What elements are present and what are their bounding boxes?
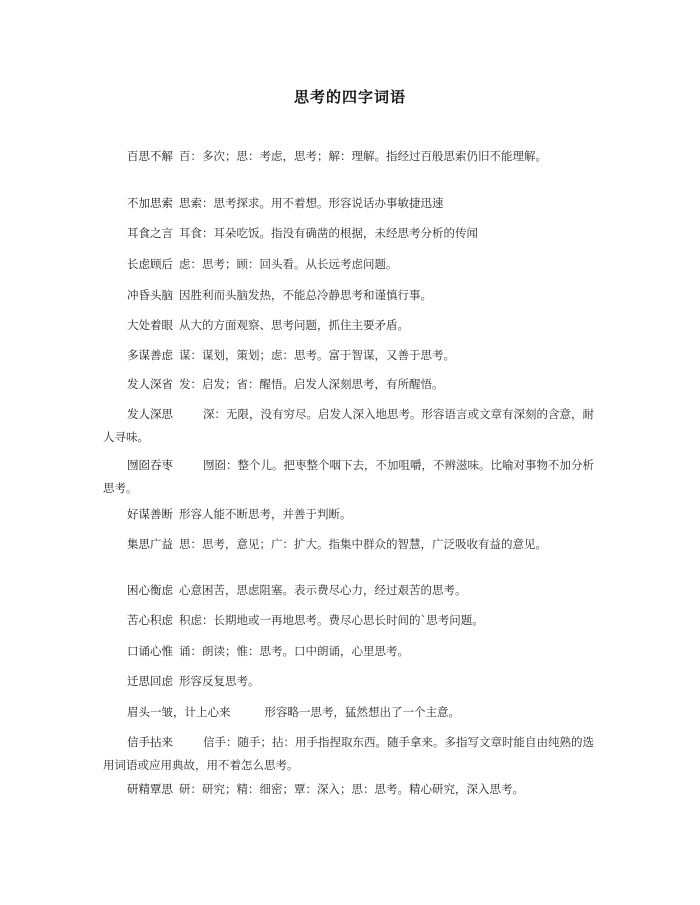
- idiom-definition: 因胜利而头脑发热，不能总冷静思考和谨慎行事。: [179, 288, 432, 302]
- idiom-definition: 思索：思考探求。用不着想。形容说话办事敏捷迅速: [179, 196, 444, 210]
- idiom-term: 耳食之言: [127, 226, 173, 240]
- idiom-term: 冲昏头脑: [127, 288, 173, 302]
- idiom-definition: 深：无限，没有穷尽。启发人深入地思考。形容语言或文章有深刻的含意，耐人寻味。: [103, 407, 594, 444]
- list-item: [103, 533, 603, 556]
- list-item: [103, 640, 603, 663]
- idiom-definition: 从大的方面观察、思考问题，抓住主要矛盾。: [179, 318, 409, 332]
- list-item: [103, 344, 603, 367]
- list-item: [103, 253, 603, 276]
- list-item: [103, 579, 603, 602]
- idiom-definition: 耳食：耳朵吃饭。指没有确凿的根据，未经思考分析的传闻: [179, 226, 478, 240]
- idiom-term: 百思不解: [127, 149, 173, 163]
- idiom-term: 不加思索: [127, 196, 173, 210]
- idiom-term: 集思广益: [127, 537, 173, 551]
- idiom-definition: 形容反复思考。: [179, 674, 260, 688]
- idiom-term: 大处着眼: [127, 318, 173, 332]
- idiom-term: 口诵心惟: [127, 644, 173, 658]
- list-item: [103, 192, 603, 215]
- idiom-definition: 发：启发；省：醒悟。启发人深刻思考，有所醒悟。: [179, 377, 444, 391]
- list-item: [103, 701, 603, 724]
- idiom-definition: 百：多次；思：考虑，思考；解：理解。指经过百般思索仍旧不能理解。: [179, 149, 547, 163]
- list-item: [103, 145, 603, 168]
- idiom-term: 迁思回虑: [127, 674, 173, 688]
- idiom-term: 好谋善断: [127, 507, 173, 521]
- idiom-term: 多谋善虑: [127, 348, 173, 362]
- idiom-term: 困心衡虑: [127, 583, 173, 597]
- list-item: [103, 778, 603, 801]
- idiom-term: 发人深省: [127, 377, 173, 391]
- list-item: [103, 731, 603, 777]
- idiom-definition: 积虑：长期地或一再地思考。费尽心思长时间的`思考问题。: [179, 613, 484, 627]
- idiom-term: 眉头一皱，计上心来: [127, 705, 231, 719]
- idiom-definition: 虑：思考；顾：回头看。从长远考虑问题。: [179, 257, 398, 271]
- page-title: 思考的四字词语: [293, 88, 406, 106]
- list-item: [103, 284, 603, 307]
- idiom-term: 信手拈来: [127, 735, 173, 749]
- idiom-definition: 形容略一思考，猛然想出了一个主意。: [264, 705, 460, 719]
- idiom-term: 研精覃思: [127, 782, 173, 796]
- idiom-definition: 信手：随手；拈：用手指捏取东西。随手拿来。多指写文章时能自由纯熟的选用词语或应用典故，用不着怎么思考。: [103, 735, 594, 772]
- list-item: [103, 314, 603, 337]
- idiom-definition: 形容人能不断思考，并善于判断。: [179, 507, 352, 521]
- idiom-definition: 诵：朗读；惟：思考。口中朗诵，心里思考。: [179, 644, 409, 658]
- idiom-term: 发人深思: [127, 407, 173, 421]
- list-item: [103, 503, 603, 526]
- idiom-term: 囫囵吞枣: [127, 458, 173, 472]
- idiom-term: 苦心积虑: [127, 613, 173, 627]
- list-item: [103, 373, 603, 396]
- list-item: [103, 403, 603, 449]
- idiom-definition: 研：研究；精：细密；覃：深入；思：思考。精心研究，深入思考。: [179, 782, 524, 796]
- idiom-definition: 囫囵：整个儿。把枣整个咽下去，不加咀嚼，不辨滋味。比喻对事物不加分析思考。: [103, 458, 594, 495]
- list-item: [103, 609, 603, 632]
- list-item: [103, 222, 603, 245]
- idiom-term: 长虑顾后: [127, 257, 173, 271]
- idiom-definition: 思：思考，意见；广：扩大。指集中群众的智慧，广泛吸收有益的意见。: [179, 537, 547, 551]
- list-item: [103, 670, 603, 693]
- idiom-definition: 心意困苦，思虑阻塞。表示费尽心力，经过艰苦的思考。: [179, 583, 467, 597]
- list-item: [103, 454, 603, 500]
- idiom-definition: 谋：谋划，策划；虑：思考。富于智谋，又善于思考。: [179, 348, 455, 362]
